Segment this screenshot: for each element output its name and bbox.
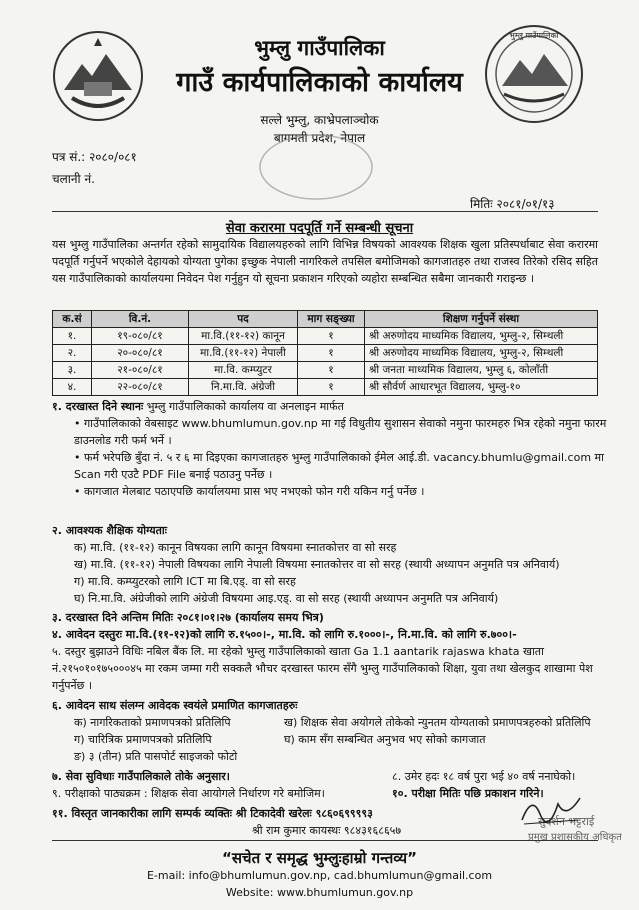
section-1 [52,398,612,500]
vacancy-table [52,310,598,396]
cell: १९-०८०/८१ [92,328,189,345]
table-row [53,379,598,396]
section-2 [52,522,612,607]
section-1-bullet-2: • फर्म भरेपछि बुँदा नं. ५ र ६ मा दिइएका कागजातहरु भुम्लु गाउँपालिकाको ईमेल आई.डी. vacancy.bhumlu@gmail.com मा Scan गरी एउटै PDF File बनाई पठाउनु पर्नेछ । [74,451,604,481]
section-10: १०. परीक्षा मितिः पछि प्रकाशन गरिने। [392,787,544,800]
patra-number [52,148,137,165]
office-name: गाउँ कार्यपालिकाको कार्यालय [176,67,463,98]
section-2-title: २. आवश्यक शैक्षिक योग्यताः [52,524,167,537]
section-2-item: ख) मा.वि. (११-१२) नेपाली विषयका लागि नेपाली विषयमा स्नातकोत्तर वा सो सरह (स्थायी अध्यापन अनुमति पत्र अनिवार्य) [74,558,560,571]
address-line-2: बागमती प्रदेश, नेपाल [273,131,366,145]
section-2-item: क) मा.वि. (११-१२) कानून विषयका लागि कानून विषयमा स्नातकोत्तर वा सो सरह [74,541,397,554]
cell: २२-०८०/८१ [92,379,189,396]
section-6-title: ६. आवेदन साथ संलग्न आवेदक स्वयंले प्रमाणित कागजातहरुः [52,699,298,712]
cell: १. [53,328,92,345]
cell: २०-०८०/८१ [92,345,189,362]
section-8: ८. उमेर हदः १८ वर्ष पुरा भई ४० वर्ष ननाघेको। [392,770,576,783]
section-6-item: घ) काम सँग सम्बन्धित अनुभव भए सोको कागजात [284,733,486,746]
section-5: ५. दस्तुर बुझाउने विधिः नबिल बैंक लि. मा रहेको भुम्लु गाउँपालिकाको खाता Ga 1.1 aantarik rajaswa khata खाता नं.२१५०१०१७५०००४५ मा रकम जम्मा गरी सक्कलै भौचर दरखास्त फारम सँगै भुम्लु गाउँपालिकाको शिक्षा, युवा तथा खेलकुद शाखामा पेश गर्नुपर्नेछ । [52,645,593,692]
patra-value: २०८०/०८१ [89,150,137,164]
section-1-title: १. दरखास्त दिने स्थानः [52,400,144,413]
date [470,195,555,212]
section-7: ७. सेवा सुविधाः गाउँपालिकाले तोके अनुसार। [52,770,230,783]
section-3: ३. दरखास्त दिने अन्तिम मितिः २०८१।०१।२७ (कार्यालय समय भित्र) [52,611,324,624]
col-header: वि.नं. [92,311,189,328]
table-row [53,328,598,345]
footer-email: E-mail: info@bhumlumun.gov.np, cad.bhumlumun@gmail.com [146,869,493,882]
municipality-name: भुम्लु गाउँपालिका [254,36,385,60]
sections-7-8 [52,768,612,785]
section-1-text: भुम्लु गाउँपालिकाको कार्यालय वा अनलाइन मार्फत [146,400,344,413]
signatory-title: प्रमुख प्रशासकीय अधिकृत [528,832,622,843]
section-6-item: क) नागरिकताको प्रमाणपत्रको प्रतिलिपि [74,716,231,729]
section-2-item: ग) मा.वि. कम्प्युटरको लागि ICT मा बि.एड्. वा सो सरह [74,575,296,588]
logo-text: भुम्लु गाउँपालिका [509,31,559,40]
cell: श्री अरुणोदय माध्यमिक विद्यालय, भुम्लु-२, सिम्थली [365,328,598,345]
chalani-label: चलानी नं. [52,172,95,186]
cell: मा.वि. कम्प्युटर [189,362,298,379]
cell: २. [53,345,92,362]
cell: १ [298,345,365,362]
chalani-number [52,170,95,187]
cell: श्री सौर्वर्ण आधारभूत विद्यालय, भुम्लु-१० [365,379,598,396]
cell: १ [298,328,365,345]
cell: मा.वि.(११-१२) कानून [189,328,298,345]
cell: नि.मा.वि. अंग्रेजी [189,379,298,396]
cell: ३. [53,362,92,379]
divider [52,211,598,212]
signatory-name: सुदर्शन भट्टराई [538,815,595,828]
date-value: २०८१/०१/१३ [496,197,555,211]
section-6-item: ख) शिक्षक सेवा अयोगले तोकेको न्युनतम योग्यताको प्रमाणपत्रहरुको प्रतिलिपि [284,716,591,729]
section-6 [52,697,612,765]
cell: १ [298,362,365,379]
address-line-1: सल्ले भुम्लु, काभ्रेपलाञ्चोक [260,113,379,127]
table-row [53,345,598,362]
col-header: क.सं [53,311,92,328]
patra-label: पत्र सं.: [52,150,86,164]
cell: मा.वि.(११-१२) नेपाली [189,345,298,362]
cell: श्री अरुणोदय माध्यमिक विद्यालय, भुम्लु-२, सिम्थली [365,345,598,362]
col-header: शिक्षण गर्नुपर्ने संस्था [365,311,598,328]
cell: श्री जनता माध्यमिक विद्यालय, भुम्लु ६, कोलाँती [365,362,598,379]
table-row [53,362,598,379]
cell: १ [298,379,365,396]
col-header: पद [189,311,298,328]
table-header-row [53,311,598,328]
cell: २१-०८०/८१ [92,362,189,379]
date-label: मितिः [470,197,493,211]
footer-divider [52,840,598,841]
section-4: ४. आवेदन दस्तुरः मा.वि.(११-१२)को लागि रु.१५००।-, मा.वि. को लागि रु.१०००।-, नि.मा.वि. को लागि रु.७००।- [52,628,517,641]
footer-website: Website: www.bhumlumun.gov.np [225,886,414,899]
section-11: ११. विस्तृत जानकारीका लागि सम्पर्क व्यक्तिः श्री टिकादेवी खरेलः ९८६०६९९९९३ [52,807,373,820]
notice-intro: यस भुम्लु गाउँपालिका अन्तर्गत रहेको सामुदायिक विद्यालयहरुको लागि विभिन्न विषयको आवश्यक शिक्षक खुला प्रतिस्पर्धाबाट सेवा करारमा पदपूर्ति गर्नुपर्ने भएकोले देहायको योग्यता पुगेका इच्छुक नेपाली नागरिकले तपसिल बमोजिमको कागजातहरु तथा राजस्व तिरेको रसिद सहित यस गाउँपालिकाको कार्यालयमा निवेदन पेश गर्नुहुन यो सूचना प्रकाशन गरिएको व्यहोरा सम्बन्धित सबैमा जानकारी गराइन्छ । [52,238,598,285]
section-1-bullet-3: • कागजात मेलबाट पठाएपछि कार्यालयमा प्रास भए नभएको फोन गरी यकिन गर्नु पर्नेछ । [74,485,425,498]
cell: ४. [53,379,92,396]
section-1-bullet-1: • गाउँपालिकाको वेबसाइट www.bhumlumun.gov.np मा गई विधुतीय सुशासन सेवाको नमुना फारमहरु भित्र रहेको नमुना फारम डाउनलोड गरी फर्म भर्ने । [74,417,607,447]
office-stamp-icon [256,132,376,202]
section-6-item: ग) चारित्रिक प्रमाणपत्रको प्रतिलिपि [74,733,212,746]
section-9: ९. परीक्षाको पाठ्यक्रम : शिक्षक सेवा आयोगले निर्धारण गरे बमोजिम। [52,787,325,800]
section-11-contact-2: श्री राम कुमार कायस्थः ९८४३१६८६५७ [252,824,402,837]
section-6-item: ङ) ३ (तीन) प्रति पासपोर्ट साइजको फोटो [74,750,238,763]
footer-motto: “सचेत र समृद्ध भुम्लुःहाम्रो गन्तव्य” [222,849,417,867]
notice-title: सेवा करारमा पदपूर्ति गर्ने सम्बन्धी सूचना [225,221,414,236]
col-header: माग सङ्ख्या [298,311,365,328]
section-2-item: घ) नि.मा.वि. अंग्रेजीको लागि अंग्रेजी विषयमा आइ.एड्. वा सो सरह (स्थायी अध्यापन अनुमति पत्र अनिवार्य) [74,592,499,605]
